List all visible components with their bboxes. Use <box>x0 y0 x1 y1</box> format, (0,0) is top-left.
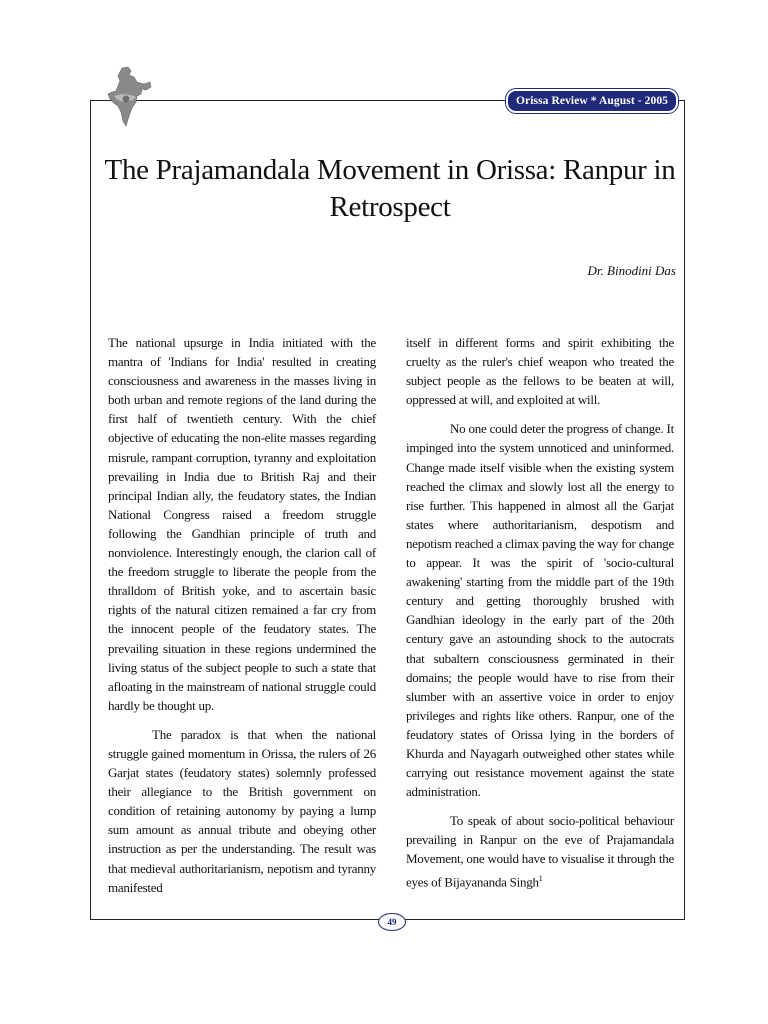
paragraph: No one could deter the progress of change. It impinged into the system unnoticed and uninformed. Change made itself visible when the existing system reached the climax and slowly lost all the energy to rise further. This happened in almost all the Garjat states where authoritarianism, despotism and nepotism reached a climax paving the way for change to appear. It was the spirit of 'socio-cultural awakening' starting from the middle part of the 19th century and getting thoroughly brushed with Gandhian ideology in the early part of the 20th century gave an astounding shock to the autocrats that subaltern consciousness germinated in their domains; the people would have to rise from their slumber with an assertive voice in order to enjoy privileges and rights like others. Ranpur, one of the feudatory states of Orissa lying in the borders of Khurda and Nayagarh outweighed other states while carrying out resistance movement against the state administration. <box>406 421 674 800</box>
paragraph: The paradox is that when the national struggle gained momentum in Orissa, the rulers of 26 Garjat states (feudatory states) solemnly professed their allegiance to the British government on condition of retaining autonomy by paying a lump sum amount as annual tribute and obeying other instruction as per the understanding. The result was that medieval authoritarianism, nepotism and tyranny manifested <box>108 726 376 895</box>
paragraph: The national upsurge in India initiated with the mantra of 'Indians for India' resulted in creating consciousness and awareness in the masses living in both urban and remote regions of the land during the first half of twentieth century. With the chief objective of educating the non-elite masses regarding misrule, rampant corruption, tyranny and exploitation prevailing in India due to British Raj and their principal Indian ally, the feudatory states, the Indian National Congress raised a freedom struggle following the Gandhian principle of truth and nonviolence. Interestingly enough, the clarion call of the freedom struggle to liberate the people from the thralldom of British yoke, and to ascertain basic rights of the natural citizen remained a far cry from the innocent people of the feudatory states. The prevailing situation in these regions undermined the living status of the subject people to such a state that afloating in the mainstream of national struggle could hardly be thought up. <box>108 335 376 713</box>
paragraph-text: To speak of about socio-political behaviour prevailing in Ranpur on the eve of Prajamandala Movement, one would have to visualise it through the eyes of Bijayananda Singh <box>406 813 674 889</box>
footnote-mark: 1 <box>538 873 543 883</box>
left-column <box>108 333 376 907</box>
paragraph <box>406 811 674 891</box>
article-title: The Prajamandala Movement in Orissa: Ranpur in Retrospect <box>104 154 676 223</box>
journal-header-badge: Orissa Review * August - 2005 <box>506 89 678 113</box>
author-name: Dr. Binodini Das <box>587 263 676 278</box>
right-column <box>406 333 674 901</box>
paragraph: itself in different forms and spirit exhibiting the cruelty as the ruler's chief weapon who treated the subject people as the fellows to be beaten at will, oppressed at will, and exploited at will. <box>406 335 674 408</box>
page-number: 49 <box>378 913 406 931</box>
india-map-icon <box>106 66 152 128</box>
